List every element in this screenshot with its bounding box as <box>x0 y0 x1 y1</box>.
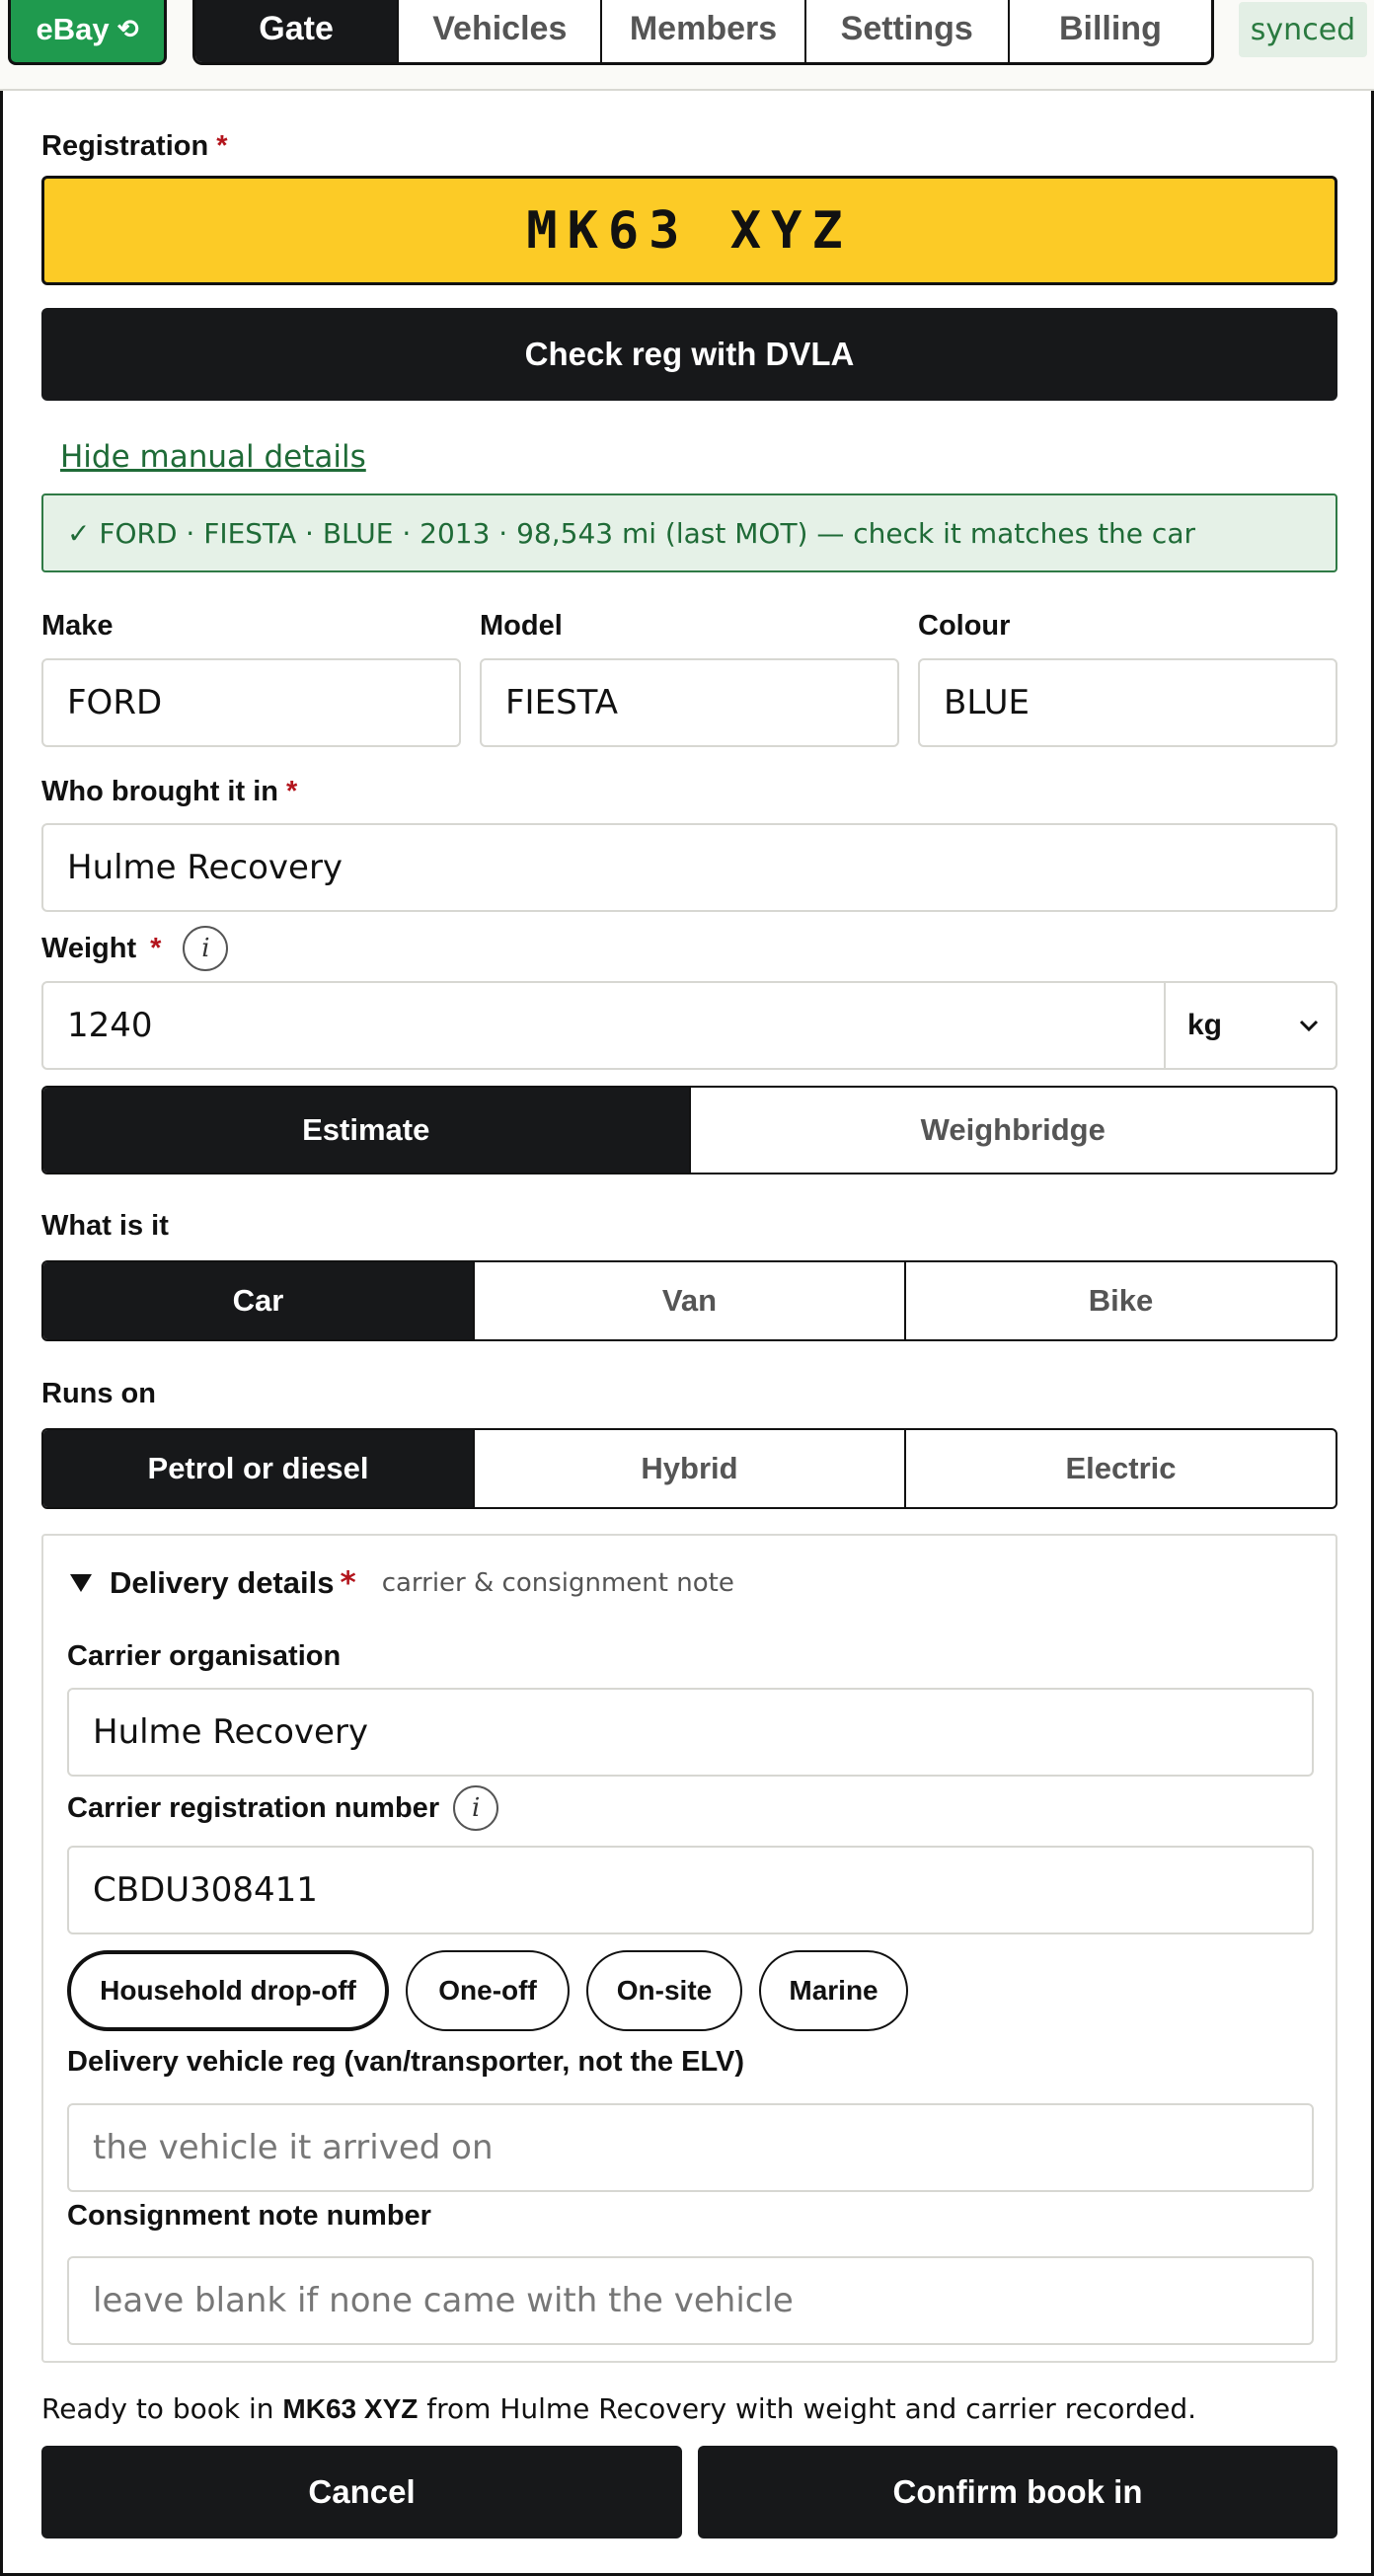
fuel-type-toggle <box>41 1428 1337 1509</box>
required-mark: * <box>285 776 298 807</box>
estimate-option[interactable]: Estimate <box>43 1088 691 1173</box>
delivery-vehicle-reg-label: Delivery vehicle reg (van/transporter, not the ELV) <box>67 2046 745 2078</box>
delivery-details-section <box>41 1534 1337 2363</box>
required-mark: * <box>340 1565 356 1601</box>
weight-unit-select[interactable] <box>1164 983 1337 1068</box>
fuel-electric-option[interactable]: Electric <box>1065 1451 1177 1485</box>
required-mark: * <box>216 130 228 162</box>
dvla-match-notice: ✓ FORD · FIESTA · BLUE · 2013 · 98,543 mi (last MOT) — check it matches the car <box>41 493 1337 572</box>
delivery-vehicle-reg-field[interactable]: the vehicle it arrived on <box>67 2103 1314 2192</box>
triangle-down-icon <box>70 1574 92 1592</box>
tab-vehicles[interactable]: Vehicles <box>399 0 602 62</box>
delivery-details-subtitle: carrier & consignment note <box>381 1568 734 1598</box>
book-in-form <box>0 91 1374 2576</box>
carrier-org-field[interactable]: Hulme Recovery <box>67 1688 1314 1777</box>
type-car-option[interactable]: Car <box>43 1262 475 1339</box>
cancel-button[interactable]: Cancel <box>41 2446 682 2538</box>
make-field[interactable]: FORD <box>41 658 461 747</box>
consignment-note-label: Consignment note number <box>67 2200 431 2232</box>
carrier-reg-info-icon[interactable]: i <box>453 1785 498 1831</box>
required-mark: * <box>150 932 162 964</box>
registration-plate-input[interactable]: MK63 XYZ <box>41 176 1337 285</box>
carrier-org-label: Carrier organisation <box>67 1640 342 1672</box>
weight-field[interactable]: 1240 <box>41 981 1337 1070</box>
carrier-type-on-site[interactable]: On-site <box>586 1950 742 2031</box>
refresh-icon: ⟲ <box>116 14 139 43</box>
hide-manual-details-link[interactable]: Hide manual details <box>60 439 366 475</box>
type-van-option[interactable]: Van <box>475 1262 906 1339</box>
ebay-sync-button[interactable] <box>8 0 167 65</box>
carrier-type-marine[interactable]: Marine <box>759 1950 908 2031</box>
delivery-details-summary[interactable] <box>70 1565 734 1601</box>
sync-status-badge: synced <box>1239 2 1367 57</box>
fuel-hybrid-option[interactable]: Hybrid <box>475 1430 906 1507</box>
who-brought-label: Who brought it in * <box>41 776 298 807</box>
tab-members[interactable]: Members <box>602 0 805 62</box>
model-field[interactable]: FIESTA <box>480 658 899 747</box>
book-in-summary: Ready to book in MK63 XYZ from Hulme Recovery with weight and carrier recorded. <box>41 2392 1197 2425</box>
carrier-reg-label: Carrier registration number i <box>67 1785 498 1831</box>
tab-settings[interactable]: Settings <box>806 0 1010 62</box>
registration-label: Registration * <box>41 130 228 162</box>
make-label: Make <box>41 610 114 642</box>
carrier-reg-field[interactable]: CBDU308411 <box>67 1846 1314 1934</box>
vehicle-type-label: What is it <box>41 1210 169 1242</box>
confirm-book-in-button[interactable]: Confirm book in <box>698 2446 1337 2538</box>
carrier-type-household[interactable]: Household drop-off <box>67 1950 389 2031</box>
top-nav <box>0 0 1374 91</box>
weight-method-toggle <box>41 1086 1337 1174</box>
colour-field[interactable]: BLUE <box>918 658 1337 747</box>
weight-label: Weight * i <box>41 926 228 971</box>
brand-label: eBay <box>36 11 110 46</box>
fuel-petrol-diesel-option[interactable]: Petrol or diesel <box>43 1430 475 1507</box>
vehicle-type-toggle <box>41 1260 1337 1341</box>
type-bike-option[interactable]: Bike <box>1088 1283 1154 1318</box>
main-tabs <box>192 0 1214 65</box>
chevron-down-icon <box>1298 1019 1320 1032</box>
check-dvla-button[interactable]: Check reg with DVLA <box>41 308 1337 401</box>
tab-billing[interactable]: Billing <box>1058 10 1162 47</box>
weight-unit-value: kg <box>1187 1009 1223 1041</box>
delivery-details-title: Delivery details <box>110 1565 335 1600</box>
colour-label: Colour <box>918 610 1011 642</box>
summary-registration: MK63 XYZ <box>282 2393 419 2424</box>
fuel-label: Runs on <box>41 1378 156 1409</box>
tab-gate[interactable]: Gate <box>195 0 399 62</box>
weighbridge-option[interactable]: Weighbridge <box>920 1112 1106 1147</box>
model-label: Model <box>480 610 563 642</box>
carrier-type-one-off[interactable]: One-off <box>406 1950 570 2031</box>
consignment-note-field[interactable]: leave blank if none came with the vehicle <box>67 2256 1314 2345</box>
weight-info-icon[interactable]: i <box>183 926 228 971</box>
who-brought-field[interactable]: Hulme Recovery <box>41 823 1337 912</box>
